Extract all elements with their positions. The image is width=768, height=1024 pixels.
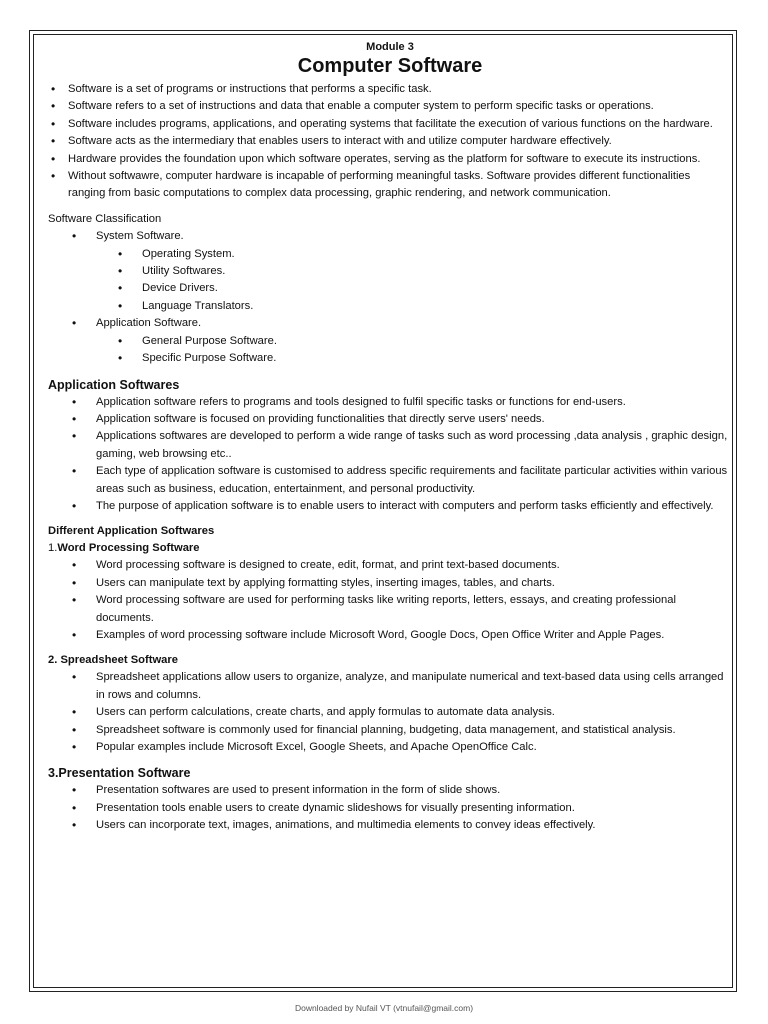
list-item: • Application software refers to programs and tools designed to fulfil specific tasks or functions for end-users.: [48, 394, 732, 411]
classification-list: [48, 228, 732, 245]
intro-list: [48, 81, 732, 203]
list-item: • Applications softwares are developed to perform a wide range of tasks such as word processing ,data analysis , graphic design, gaming, web browsing etc..: [48, 428, 732, 463]
list-item: • Software is a set of programs or instructions that performs a specific task.: [48, 81, 732, 98]
list-item: • Software includes programs, applications, and operating systems that facilitate the execution of various functions on the hardware.: [48, 116, 732, 133]
list-item: • General Purpose Software.: [48, 333, 732, 350]
list-item: • Popular examples include Microsoft Excel, Google Sheets, and Apache OpenOffice Calc.: [48, 739, 732, 756]
application-softwares-list: [48, 394, 732, 516]
list-item: • Spreadsheet applications allow users to organize, analyze, and manipulate numerical and text-based data using cells arranged in rows and columns.: [48, 669, 732, 704]
list-item: • Users can incorporate text, images, animations, and multimedia elements to convey ideas effectively.: [48, 817, 732, 834]
document-page: [33, 34, 733, 988]
list-item: • Word processing software is designed to create, edit, format, and print text-based documents.: [48, 557, 732, 574]
list-item: • Each type of application software is customised to address specific requirements and facilitate particular activities within various areas such as business, education, entertainment, and personal productivity.: [48, 463, 732, 498]
application-software-list: [48, 333, 732, 368]
system-software-item: • System Software.: [48, 228, 732, 245]
list-item: • The purpose of application software is to enable users to interact with computers and perform tasks efficiently and effectively.: [48, 498, 732, 515]
classification-heading: Software Classification: [48, 212, 162, 225]
list-item: • Word processing software are used for performing tasks like writing reports, letters, essays, and creating professional documents.: [48, 592, 732, 627]
spreadsheet-list: [48, 669, 732, 756]
presentation-list: [48, 782, 732, 834]
list-item: • Presentation softwares are used to present information in the form of slide shows.: [48, 782, 732, 799]
download-footer: Downloaded by Nufail VT (vtnufail@gmail.com): [294, 1003, 474, 1013]
list-item: • Spreadsheet software is commonly used for financial planning, budgeting, data management, and statistical analysis.: [48, 722, 732, 739]
list-item: • Examples of word processing software include Microsoft Word, Google Docs, Open Office Writer and Apple Pages.: [48, 627, 732, 644]
list-item: • Hardware provides the foundation upon which software operates, serving as the platform for software to execute its instructions.: [48, 151, 732, 168]
list-item: • Application software is focused on providing functionalities that directly serve users' needs.: [48, 411, 732, 428]
system-software-list: [48, 246, 732, 316]
list-item: • Language Translators.: [48, 298, 732, 315]
page-title: Computer Software: [297, 55, 483, 77]
list-item: • Device Drivers.: [48, 280, 732, 297]
list-item: • Users can manipulate text by applying formatting styles, inserting images, tables, and charts.: [48, 575, 732, 592]
list-item: • Utility Softwares.: [48, 263, 732, 280]
section-title: Word Processing Software: [57, 542, 200, 555]
list-item: • Specific Purpose Software.: [48, 350, 732, 367]
section-number: 1.: [48, 542, 58, 555]
spreadsheet-heading: 2. Spreadsheet Software: [48, 654, 178, 667]
list-item: • Operating System.: [48, 246, 732, 263]
word-processing-list: [48, 557, 732, 644]
application-software-item: • Application Software.: [48, 315, 732, 332]
list-item: • Presentation tools enable users to create dynamic slideshows for visually presenting information.: [48, 800, 732, 817]
list-item: • Without softwawre, computer hardware is incapable of performing meaningful tasks. Software provides different functionalities ranging from basic computations to complex data processing, graphic rendering, and network communication.: [48, 168, 732, 203]
module-label: Module 3: [366, 41, 414, 53]
list-item: • Software acts as the intermediary that enables users to interact with and utilize computer hardware effectively.: [48, 133, 732, 150]
presentation-heading: 3.Presentation Software: [48, 766, 191, 781]
application-softwares-heading: Application Softwares: [48, 377, 180, 392]
word-processing-heading: [48, 540, 732, 557]
list-item: • Users can perform calculations, create charts, and apply formulas to automate data analysis.: [48, 704, 732, 721]
different-softwares-heading: Different Application Softwares: [48, 525, 215, 538]
list-item: • Software refers to a set of instructions and data that enable a computer system to perform specific tasks or operations.: [48, 98, 732, 115]
